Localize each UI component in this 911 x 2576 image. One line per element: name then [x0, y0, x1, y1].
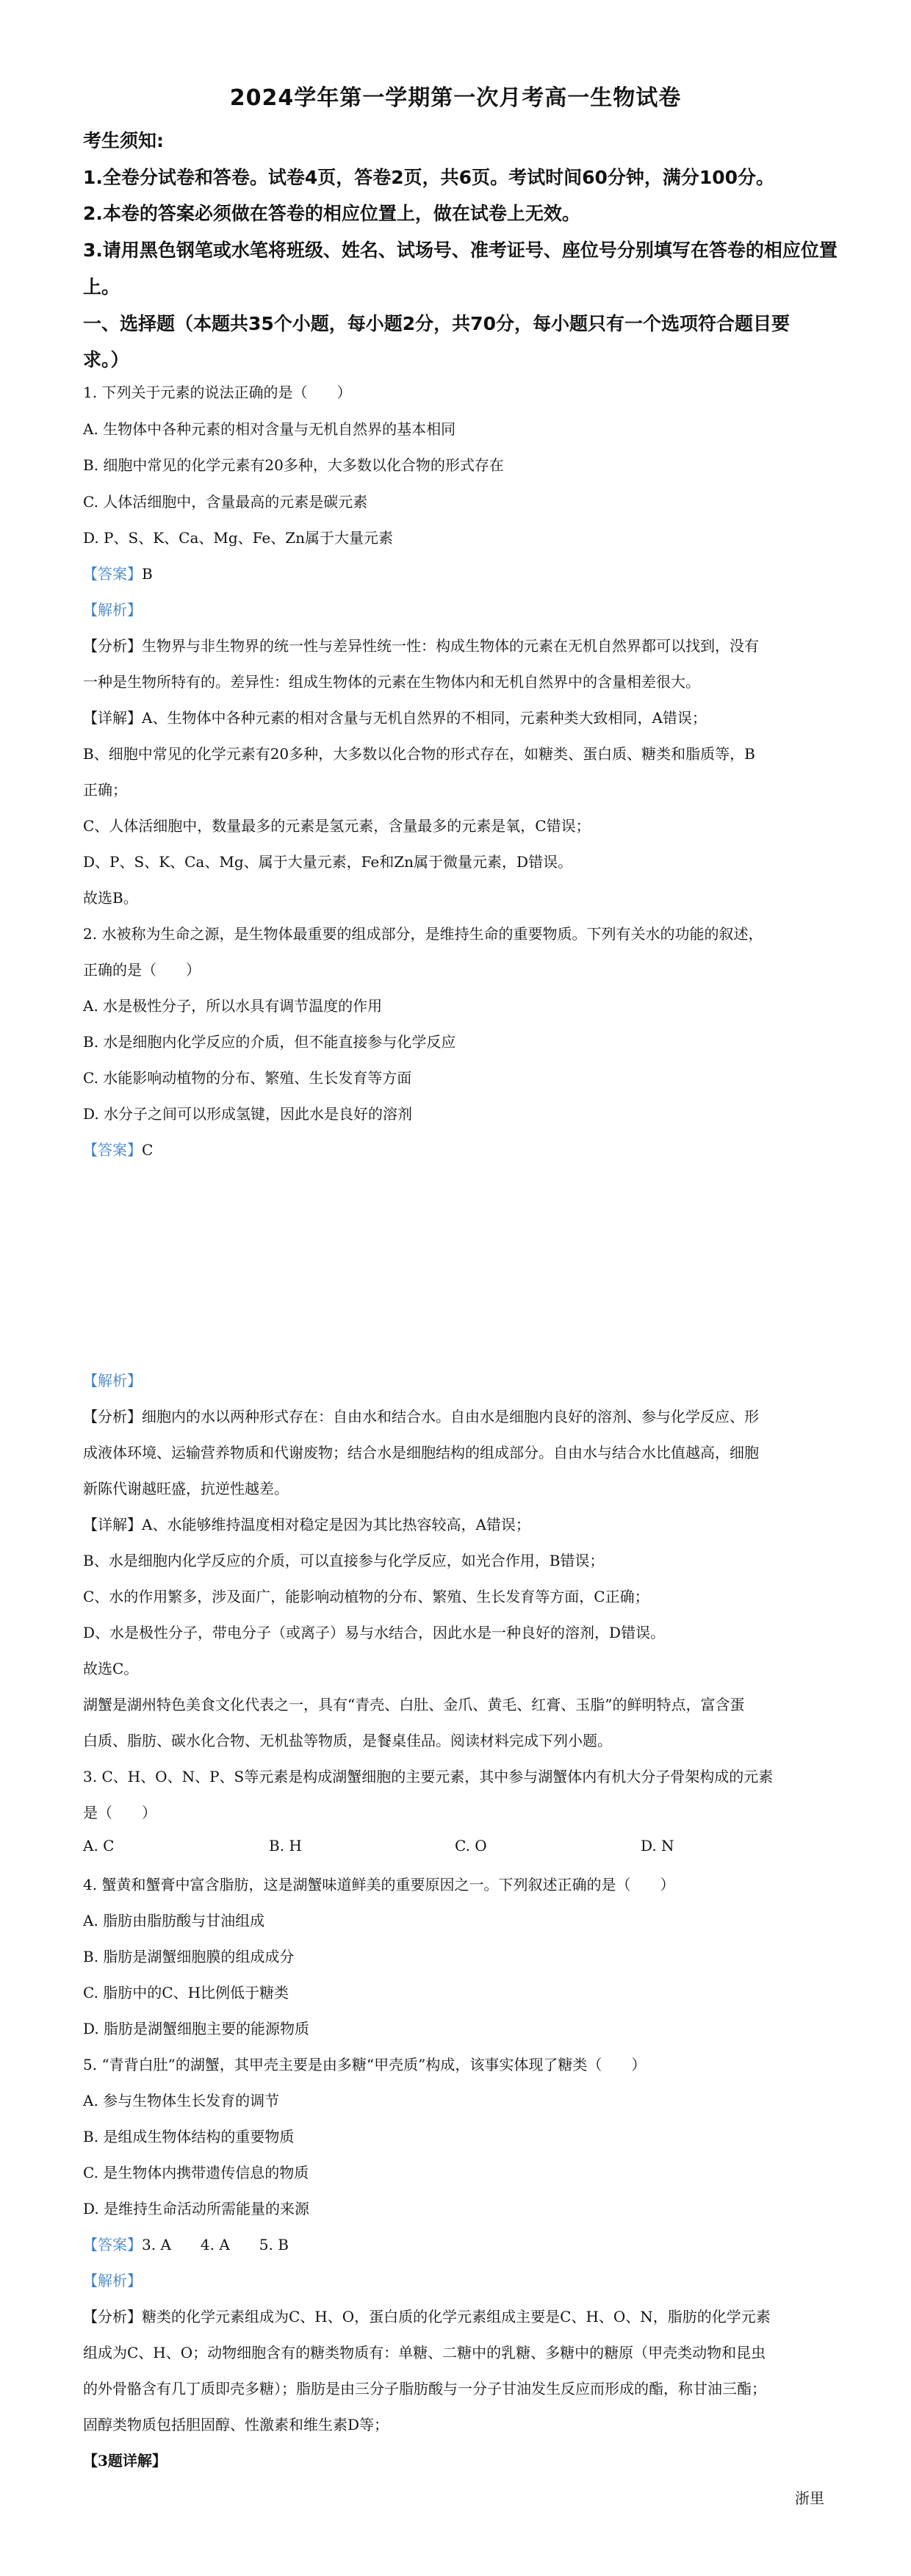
q3-option-c: C. O [455, 1837, 487, 1854]
q1-detail-3: 正确； [83, 781, 127, 799]
q2-option-c: C. 水能影响动植物的分布、繁殖、生长发育等方面 [83, 1069, 412, 1087]
notice-item-3-cont: 上。 [83, 276, 120, 298]
q1-option-d: D. P、S、K、Ca、Mg、Fe、Zn属于大量元素 [83, 529, 394, 547]
q2-detail-5: 故选C。 [83, 1660, 139, 1677]
q1-detail-4: C、人体活细胞中，数量最多的元素是氢元素，含量最多的元素是氧，C错误； [83, 817, 591, 835]
q2-detail-2: B、水是细胞内化学反应的介质，可以直接参与化学反应，如光合作用，B错误； [83, 1552, 605, 1569]
q5-stem: 5. “青背白肚”的湖蟹，其甲壳主要是由多糖“甲壳质”构成，该事实体现了糖类（ ） [83, 2056, 647, 2073]
q2-detail-1: 【详解】A、水能够维持温度相对稳定是因为其比热容较高，A错误； [83, 1516, 530, 1533]
q3-stem-1: 3. C、H、O、N、P、S等元素是构成湖蟹细胞的主要元素，其中参与湖蟹体内有机大分子骨架构成的元素 [83, 1768, 774, 1785]
q1-answer-value: B [142, 565, 153, 583]
q3-option-d: D. N [641, 1837, 674, 1854]
q5-option-d: D. 是维持生命活动所需能量的来源 [83, 2200, 310, 2217]
q345-analysis-2: 组成为C、H、O；动物细胞含有的糖类物质有：单糖、二糖中的乳糖、多糖中的糖原（甲壳类动物和昆虫 [83, 2344, 766, 2361]
notice-item-2: 2.本卷的答案必须做在答卷的相应位置上，做在试卷上无效。 [83, 203, 580, 224]
answer-tag: 【答案】 [83, 565, 142, 583]
q1-stem: 1. 下列关于元素的说法正确的是（ ） [83, 384, 352, 401]
q5-option-b: B. 是组成生物体结构的重要物质 [83, 2128, 295, 2145]
q1-analysis-1: 【分析】生物界与非生物界的统一性与差异性统一性：构成生物体的元素在无机自然界都可以找到，没有 [83, 637, 759, 655]
page-title: 2024学年第一学期第一次月考高一生物试卷 [229, 85, 682, 111]
q1-option-b: B. 细胞中常见的化学元素有20多种，大多数以化合物的形式存在 [83, 456, 504, 474]
q345-answer [83, 2233, 289, 2254]
q5-option-c: C. 是生物体内携带遗传信息的物质 [83, 2164, 309, 2181]
q3-detail-heading: 【3题详解】 [83, 2452, 167, 2469]
q345-analysis-4: 固醇类物质包括胆固醇、性激素和维生素D等； [83, 2416, 389, 2433]
q2-detail-4: D、水是极性分子，带电分子（或离子）易与水结合，因此水是一种良好的溶剂，D错误。 [83, 1624, 666, 1641]
q2-answer-value: C [142, 1141, 154, 1159]
q4-stem: 4. 蟹黄和蟹膏中富含脂肪，这是湖蟹味道鲜美的重要原因之一。下列叙述正确的是（ ） [83, 1876, 675, 1893]
q3-stem-2: 是（ ） [83, 1804, 156, 1821]
notice-item-1: 1.全卷分试卷和答卷。试卷4页，答卷2页，共6页。考试时间60分钟，满分100分。 [83, 167, 775, 188]
q345-jiexi-tag: 【解析】 [83, 2272, 142, 2289]
q1-detail-1: 【详解】A、生物体中各种元素的相对含量与无机自然界的不相同，元素种类大致相同，A错误； [83, 709, 707, 727]
q2-analysis-1: 【分析】细胞内的水以两种形式存在：自由水和结合水。自由水是细胞内良好的溶剂、参与化学反应、形 [83, 1408, 759, 1425]
q2-option-a: A. 水是极性分子，所以水具有调节温度的作用 [83, 997, 383, 1015]
q4-option-b: B. 脂肪是湖蟹细胞膜的组成成分 [83, 1948, 295, 1965]
page-footer: 浙里 [795, 2489, 824, 2507]
q5-option-a: A. 参与生物体生长发育的调节 [83, 2092, 280, 2109]
section-heading: 一、选择题（本题共35个小题，每小题2分，共70分，每小题只有一个选项符合题目要 [83, 313, 790, 334]
passage-line-1: 湖蟹是湖州特色美食文化代表之一，具有“青壳、白肚、金爪、黄毛、红膏、玉脂”的鲜明特点，富含蛋 [83, 1696, 745, 1713]
q2-jiexi-tag: 【解析】 [83, 1372, 142, 1389]
notice-item-3: 3.请用黑色钢笔或水笔将班级、姓名、试场号、准考证号、座位号分别填写在答卷的相应位置 [83, 240, 838, 261]
q2-detail-3: C、水的作用繁多，涉及面广，能影响动植物的分布、繁殖、生长发育等方面，C正确； [83, 1588, 649, 1605]
q4-option-c: C. 脂肪中的C、H比例低于糖类 [83, 1984, 289, 2001]
q1-option-c: C. 人体活细胞中，含量最高的元素是碳元素 [83, 493, 368, 511]
q345-analysis-3: 的外骨骼含有几丁质即壳多糖）；脂肪是由三分子脂肪酸与一分子甘油发生反应而形成的酯，称甘油三酯； [83, 2380, 766, 2397]
q2-answer [83, 1138, 153, 1159]
q1-option-a: A. 生物体中各种元素的相对含量与无机自然界的基本相同 [83, 420, 456, 438]
q3-option-b: B. H [269, 1837, 302, 1854]
q2-analysis-3: 新陈代谢越旺盛，抗逆性越差。 [83, 1480, 289, 1497]
q2-option-b: B. 水是细胞内化学反应的介质，但不能直接参与化学反应 [83, 1033, 456, 1051]
answer-tag: 【答案】 [83, 1141, 142, 1159]
q345-analysis-1: 【分析】糖类的化学元素组成为C、H、O，蛋白质的化学元素组成主要是C、H、O、N，脂肪的化学元素 [83, 2308, 771, 2325]
notice-heading: 考生须知: [83, 130, 164, 151]
q1-jiexi-tag: 【解析】 [83, 601, 142, 619]
q345-answer-value: 3. A 4. A 5. B [142, 2236, 289, 2253]
q4-option-d: D. 脂肪是湖蟹细胞主要的能源物质 [83, 2020, 310, 2037]
q1-detail-5: D、P、S、K、Ca、Mg、属于大量元素，Fe和Zn属于微量元素，D错误。 [83, 853, 573, 871]
q3-option-a: A. C [83, 1837, 115, 1854]
q2-option-d: D. 水分子之间可以形成氢键，因此水是良好的溶剂 [83, 1105, 413, 1123]
q2-stem-2: 正确的是（ ） [83, 961, 201, 979]
q2-analysis-2: 成液体环境、运输营养物质和代谢废物；结合水是细胞结构的组成部分。自由水与结合水比值越高，细胞 [83, 1444, 759, 1461]
q1-detail-2: B、细胞中常见的化学元素有20多种，大多数以化合物的形式存在，如糖类、蛋白质、糖类和脂质等，B [83, 745, 755, 763]
section-heading-cont: 求。） [83, 349, 129, 370]
q1-answer [83, 562, 153, 583]
answer-tag: 【答案】 [83, 2236, 142, 2253]
passage-line-2: 白质、脂肪、碳水化合物、无机盐等物质，是餐桌佳品。阅读材料完成下列小题。 [83, 1732, 612, 1749]
q1-detail-6: 故选B。 [83, 889, 138, 907]
q2-stem-1: 2. 水被称为生命之源，是生物体最重要的组成部分，是维持生命的重要物质。下列有关水的功能的叙述， [83, 925, 763, 943]
q1-analysis-2: 一种是生物所特有的。差异性：组成生物体的元素在生物体内和无机自然界中的含量相差很大。 [83, 673, 700, 691]
q4-option-a: A. 脂肪由脂肪酸与甘油组成 [83, 1912, 265, 1929]
